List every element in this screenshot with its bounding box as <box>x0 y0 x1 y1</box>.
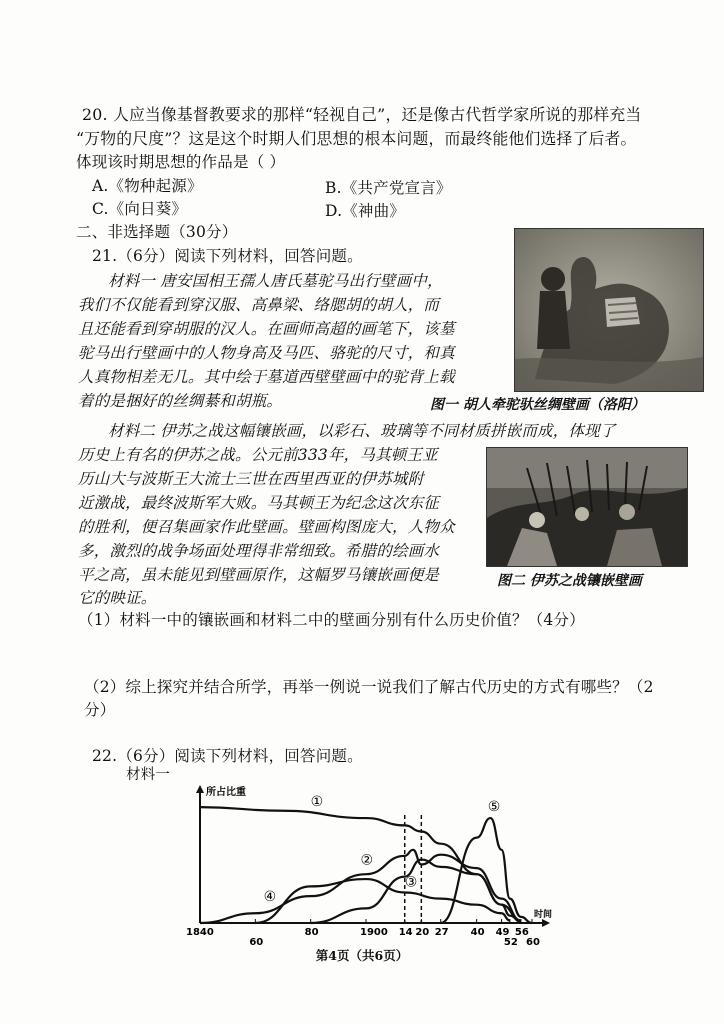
chart-tick-label: 80 <box>304 927 319 938</box>
chart-tick-label: 20 <box>415 927 430 938</box>
chart-series-line <box>255 879 510 923</box>
q21-m2-line: 平之高，虽未能见到壁画原作，这幅罗马镶嵌画便是 <box>78 566 440 584</box>
chart-series-label: ④ <box>263 889 277 906</box>
chart-y-label: 所占比重 <box>206 787 246 798</box>
chart-series-line <box>311 860 521 923</box>
q22-intro: 22.（6分）阅读下列材料，回答问题。 <box>92 747 363 765</box>
section2-title: 二、非选择题（30分） <box>76 223 238 241</box>
chart-tick-label: 60 <box>249 937 264 948</box>
q21-sub2-line2: 分） <box>84 701 116 719</box>
q21-m1-line: 人真物相差无几。其中绘于墓道西壁壁画中的驼背上载 <box>78 368 455 386</box>
page-footer: 第4页（共6页） <box>315 948 409 963</box>
chart-y-arrow <box>196 785 204 793</box>
chart-series-label: ③ <box>404 874 418 891</box>
chart-tick-label: 27 <box>434 927 449 938</box>
chart-tick-label: 1840 <box>186 927 214 938</box>
q21-m1-line: 驼马出行壁画中的人物身高及马匹、骆驼的尺寸，和真 <box>78 344 455 362</box>
q21-sub1: （1）材料一中的镶嵌画和材料二中的壁画分别有什么历史价值？（4分） <box>78 611 585 629</box>
q20-option-c: C.《向日葵》 <box>92 200 188 218</box>
chart-series-label: ① <box>310 793 324 810</box>
chart-tick-label: 14 <box>398 927 413 938</box>
chart-series-label: ② <box>360 852 374 869</box>
chart-tick-label: 49 <box>495 927 510 938</box>
q21-m2-line: 多，激烈的战争场面处理得非常细致。希腊的绘画水 <box>78 542 440 560</box>
q21-m2-line: 材料二 伊苏之战这幅镶嵌画，以彩石、玻璃等不同材质拼嵌而成，体现了 <box>108 422 616 440</box>
q21-m1-line: 且还能看到穿胡服的汉人。在画师高超的画笔下，该墓 <box>78 320 455 338</box>
q21-m2-line: 近激战，最终波斯军大败。马其顿王为纪念这次东征 <box>78 494 440 512</box>
q21-m2-line: 它的映证。 <box>78 589 157 607</box>
q20-option-b: B.《共产党宣言》 <box>325 179 452 197</box>
q21-sub2-line1: （2）综上探究并结合所学，再举一例说一说我们了解古代历史的方式有哪些？（2 <box>84 678 654 696</box>
q21-m1-line: 我们不仅能看到穿汉服、高鼻梁、络腮胡的胡人，而 <box>78 296 440 314</box>
q20-line1: 20. 人应当像基督教要求的那样“轻视自己”，还是像古代哲学家所说的那样充当 <box>82 105 642 124</box>
chart-tick-label: 1900 <box>360 927 388 938</box>
chart-x-arrow <box>542 919 550 927</box>
figure2-caption: 图二 伊苏之战镶嵌壁画 <box>497 573 642 589</box>
q21-m2-line: 历山大与波斯王大流士三世在西里西亚的伊苏城附 <box>78 470 424 488</box>
q21-m1-line: 材料一 唐安国相王孺人唐氏墓驼马出行壁画中， <box>108 272 443 290</box>
figure2-mosaic-image <box>486 447 688 567</box>
figure1-mural-image <box>514 228 704 392</box>
q21-m2-line: 的胜利，便召集画家作此壁画。壁画构图庞大，人物众 <box>78 518 455 536</box>
q20-line3: 体现该时期思想的作品是（ ） <box>76 153 286 171</box>
q22-line-chart <box>186 785 570 948</box>
chart-x-label: 时间 <box>534 910 553 920</box>
figure1-caption: 图一 胡人牵驼驮丝绸壁画（洛阳） <box>430 397 645 413</box>
q21-m1-line: 着的是捆好的丝绸綦和胡瓶。 <box>78 392 283 410</box>
q20-option-a: A.《物种起源》 <box>92 177 203 195</box>
chart-tick-label: 52 <box>503 937 518 948</box>
chart-tick-label: 40 <box>470 927 485 938</box>
chart-series-label: ⑤ <box>487 798 501 815</box>
q20-option-d: D.《神曲》 <box>325 202 406 220</box>
chart-tick-label: 60 <box>526 937 540 948</box>
q22-material-label: 材料一 <box>126 767 171 783</box>
q21-m2-line: 历史上有名的伊苏之战。公元前333年，马其顿王亚 <box>78 446 438 464</box>
q20-line2: “万物的尺度”？这是这个时期人们思想的根本问题，而最终能他们选择了后者。 <box>76 129 637 148</box>
chart-tick-label: 56 <box>514 927 529 938</box>
q21-intro: 21.（6分）阅读下列材料，回答问题。 <box>92 247 363 265</box>
